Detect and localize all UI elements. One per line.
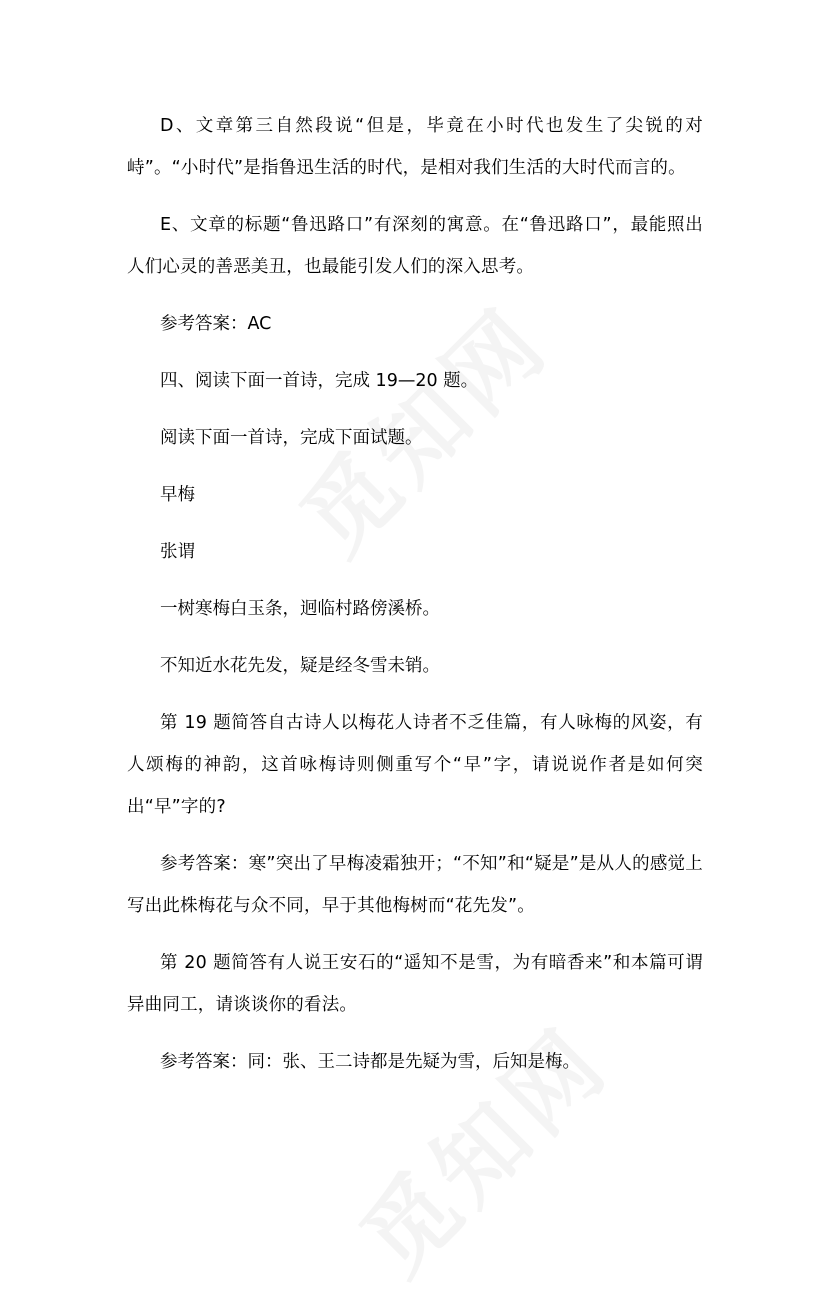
option-e-paragraph: E、文章的标题“鲁迅路口”有深刻的寓意。在“鲁迅路口”，最能照出人们心灵的善恶美丑，也最能引发人们的深入思考。 bbox=[127, 215, 703, 277]
document-body bbox=[127, 105, 703, 1098]
poem-line: 不知近水花先发，疑是经冬雪未销。 bbox=[160, 656, 440, 676]
answer-line: 参考答案：AC bbox=[160, 314, 272, 334]
poem-title: 早梅 bbox=[160, 485, 195, 505]
answer-paragraph: 参考答案：寒”突出了早梅凌霜独开；“不知”和“疑是”是从人的感觉上写出此株梅花与众不同，早于其他梅树而“花先发”。 bbox=[127, 854, 703, 916]
option-d-paragraph: D、文章第三自然段说“但是，毕竟在小时代也发生了尖锐的对峙”。“小时代”是指鲁迅生活的时代，是相对我们生活的大时代而言的。 bbox=[127, 116, 703, 178]
poem-line: 一树寒梅白玉条，迥临村路傍溪桥。 bbox=[160, 599, 440, 619]
instruction-line: 阅读下面一首诗，完成下面试题。 bbox=[160, 428, 423, 448]
section-heading: 四、阅读下面一首诗，完成 19—20 题。 bbox=[160, 371, 479, 391]
question-paragraph: 第 20 题简答有人说王安石的“遥知不是雪，为有暗香来”和本篇可谓异曲同工，请谈谈你的看法。 bbox=[127, 953, 703, 1015]
question-paragraph: 第 19 题简答自古诗人以梅花人诗者不乏佳篇，有人咏梅的风姿，有人颂梅的神韵，这首咏梅诗则侧重写个“早”字，请说说作者是如何突出“早”字的? bbox=[127, 713, 703, 817]
answer-line: 参考答案：同：张、王二诗都是先疑为雪，后知是梅。 bbox=[160, 1052, 580, 1072]
poem-author: 张谓 bbox=[160, 542, 195, 562]
